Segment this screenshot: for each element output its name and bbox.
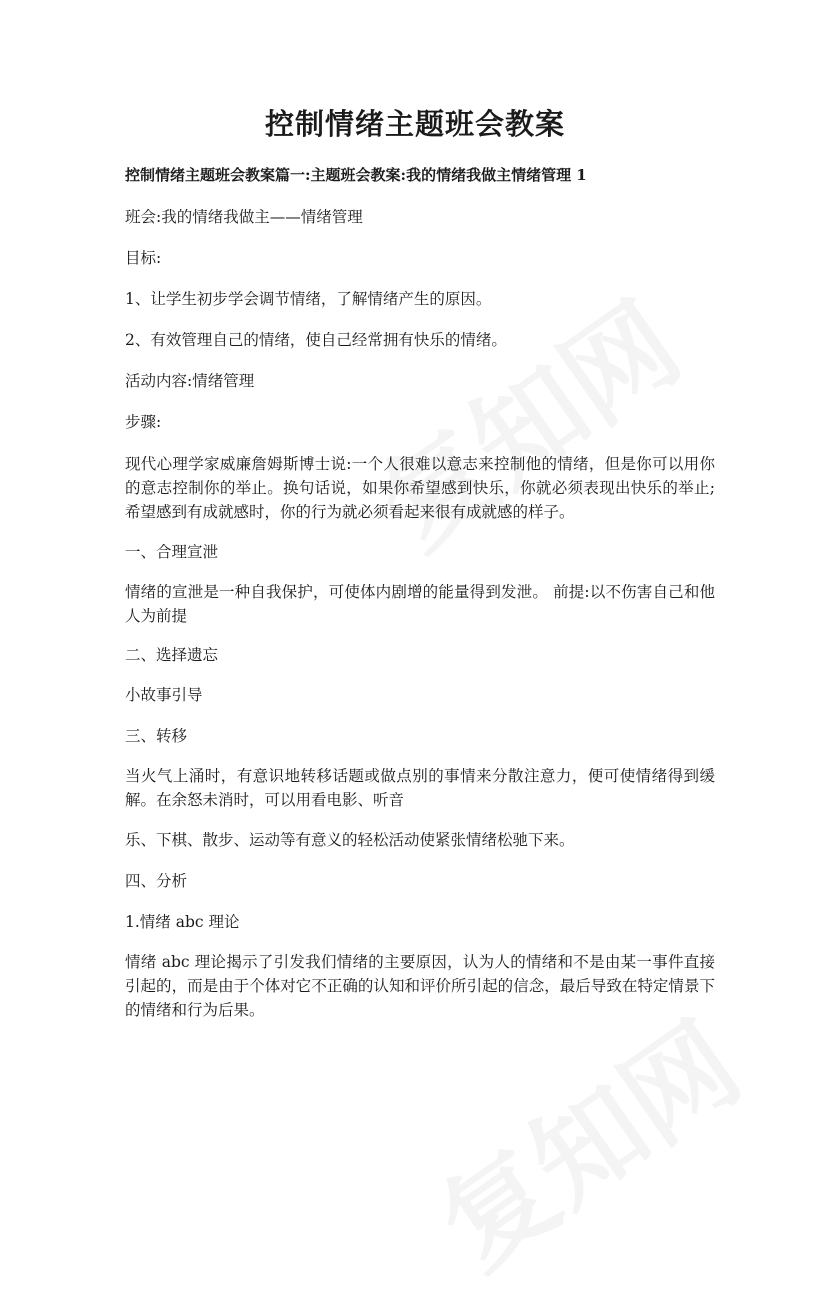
paragraph: 情绪的宣泄是一种自我保护，可使体内剧增的能量得到发泄。 前提:以不伤害自己和他人为前提: [125, 583, 715, 625]
paragraph: 1、让学生初步学会调节情绪，了解情绪产生的原因。: [125, 290, 492, 308]
watermark: [405, 980, 766, 1298]
paragraph: 1.情绪 abc 理论: [125, 913, 240, 931]
paragraph: 当火气上涌时，有意识地转移话题或做点别的事情来分散注意力，便可使情绪得到缓解。在余怒未消时，可以用看电影、听音: [125, 767, 715, 809]
paragraph: 2、有效管理自己的情绪，使自己经常拥有快乐的情绪。: [125, 331, 507, 349]
paragraph: 目标:: [125, 249, 162, 267]
paragraph: 现代心理学家威廉詹姆斯博士说:一个人很难以意志来控制他的情绪，但是你可以用你的意志控制你的举止。换句话说，如果你希望感到快乐，你就必须表现出快乐的举止;希望感到有成就感时，你的行为就必须看起来很有成就感的样子。: [125, 455, 715, 521]
document-title: 控制情绪主题班会教案: [264, 107, 565, 141]
paragraph: 三、转移: [125, 727, 188, 745]
paragraph: 步骤:: [125, 413, 162, 431]
paragraph: 情绪 abc 理论揭示了引发我们情绪的主要原因，认为人的情绪和不是由某一事件直接引起的，而是由于个体对它不正确的认知和评价所引起的信念，最后导致在特定情景下的情绪和行为后果。: [125, 953, 715, 1019]
paragraph: 四、分析: [125, 872, 188, 890]
paragraph: 活动内容:情绪管理: [125, 372, 255, 390]
paragraph: 小故事引导: [125, 686, 203, 704]
document-subtitle: 控制情绪主题班会教案篇一:主题班会教案:我的情绪我做主情绪管理 1: [125, 166, 587, 184]
paragraph: 班会:我的情绪我做主——情绪管理: [125, 208, 363, 226]
paragraph: 一、合理宣泄: [125, 543, 219, 561]
paragraph: 乐、下棋、散步、运动等有意义的轻松活动使紧张情绪松驰下来。: [125, 831, 575, 849]
paragraph: 二、选择遗忘: [125, 646, 219, 664]
